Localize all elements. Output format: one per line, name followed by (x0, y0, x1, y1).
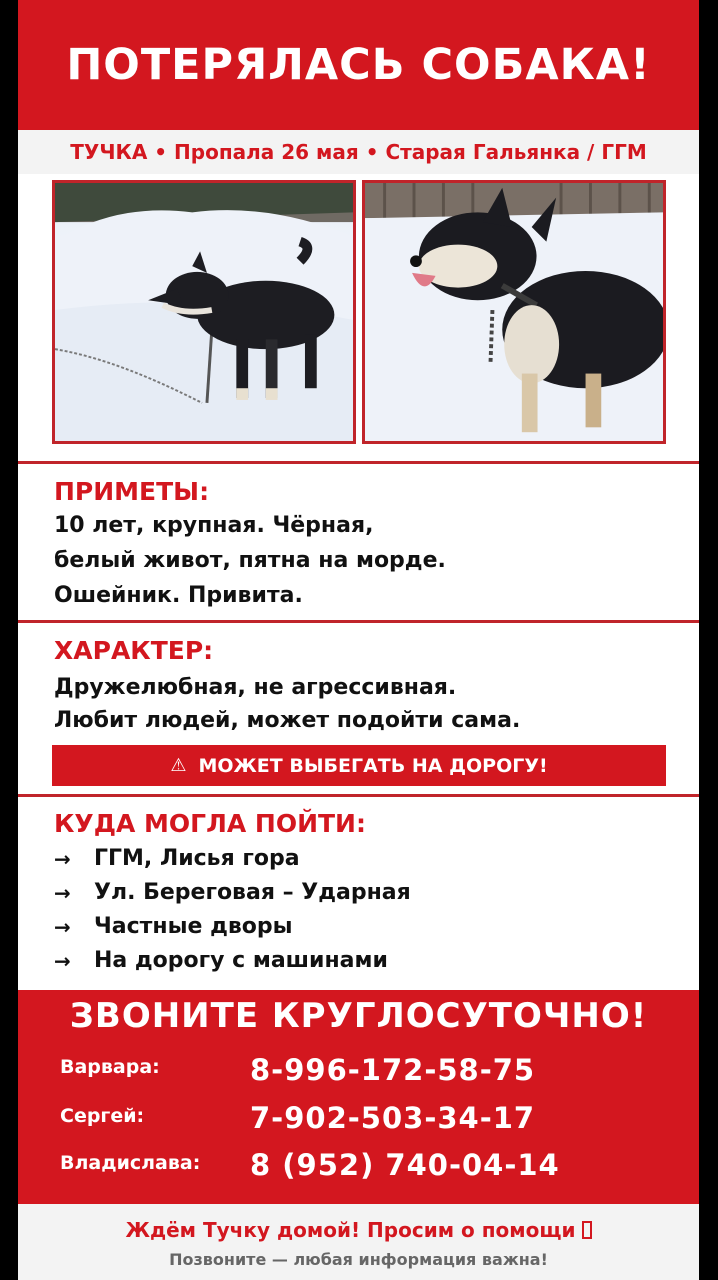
arrow-right-icon: → (54, 914, 71, 939)
dog-photo-closeup (362, 180, 666, 444)
features-line: белый живот, пятна на морде. (54, 548, 446, 573)
features-line: Ошейник. Привита. (54, 583, 303, 608)
character-title: ХАРАКТЕР: (54, 636, 214, 665)
route-item-label: Частные дворы (94, 914, 293, 939)
footer-main (18, 1218, 699, 1242)
poster-header (18, 0, 699, 130)
missing-glyph-icon (582, 1221, 592, 1239)
warning-text: МОЖЕТ ВЫБЕГАТЬ НА ДОРОГУ! (198, 754, 548, 777)
route-item (54, 846, 300, 871)
divider (18, 620, 699, 623)
subtitle-band (18, 130, 699, 174)
warning-icon: ⚠ (170, 755, 187, 776)
character-line: Дружелюбная, не агрессивная. (54, 675, 457, 700)
arrow-right-icon: → (54, 880, 71, 905)
contact-phone[interactable]: 7-902-503-34-17 (250, 1101, 536, 1135)
contact-name: Сергей: (60, 1105, 145, 1127)
route-item (54, 880, 411, 905)
road-warning-banner (52, 745, 666, 786)
footer-band (18, 1204, 699, 1280)
features-title: ПРИМЕТЫ: (54, 477, 210, 506)
divider (18, 461, 699, 464)
footer-main-text: Ждём Тучку домой! Просим о помощи (125, 1218, 576, 1242)
dog-photo-side (52, 180, 356, 444)
route-item-label: ГГМ, Лисья гора (94, 846, 300, 871)
arrow-right-icon: → (54, 948, 71, 973)
route-item-label: Ул. Береговая – Ударная (94, 880, 411, 905)
subtitle-text: ТУЧКА • Пропала 26 мая • Старая Гальянка / ГГМ (70, 140, 647, 164)
contact-phone[interactable]: 8-996-172-58-75 (250, 1053, 536, 1087)
contacts-title: ЗВОНИТЕ КРУГЛОСУТОЧНО! (69, 996, 648, 1036)
route-item (54, 948, 388, 973)
route-item (54, 914, 293, 939)
poster-title: ПОТЕРЯЛАСЬ СОБАКА! (66, 40, 651, 90)
character-line: Любит людей, может подойти сама. (54, 708, 521, 733)
routes-title: КУДА МОГЛА ПОЙТИ: (54, 809, 366, 838)
route-item-label: На дорогу с машинами (94, 948, 388, 973)
footer-sub: Позвоните — любая информация важна! (169, 1250, 548, 1269)
divider (18, 794, 699, 797)
contact-name: Варвара: (60, 1056, 160, 1078)
contact-phone[interactable]: 8 (952) 740-04-14 (250, 1148, 560, 1182)
lost-dog-poster (18, 0, 699, 1280)
contact-name: Владислава: (60, 1152, 201, 1174)
arrow-right-icon: → (54, 846, 71, 871)
features-line: 10 лет, крупная. Чёрная, (54, 513, 374, 538)
contacts-panel (18, 990, 699, 1204)
